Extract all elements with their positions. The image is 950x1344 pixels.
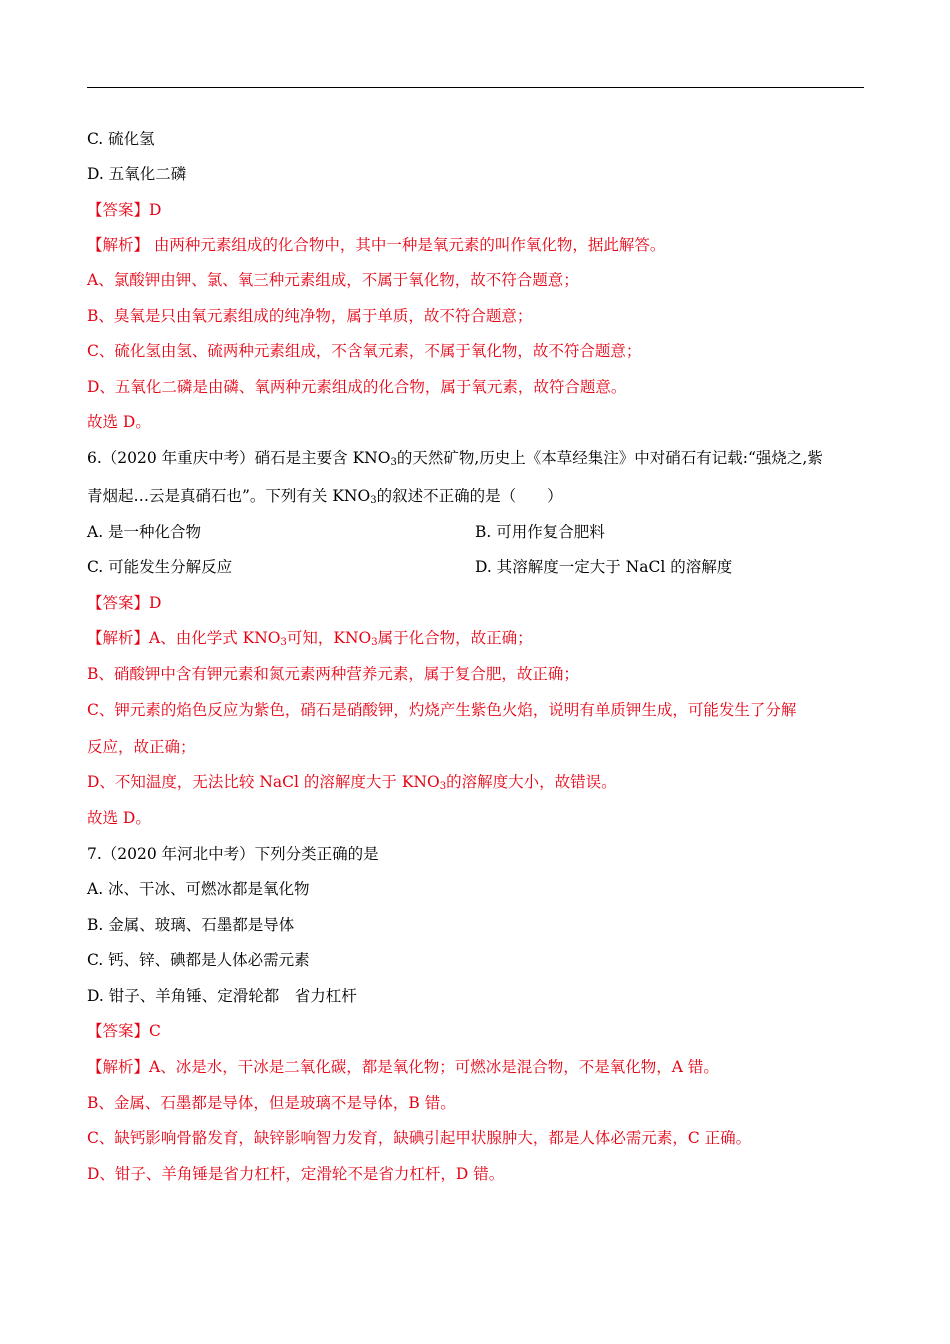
q6-analysis-a-prefix: 【解析】A、由化学式 KNO	[87, 629, 281, 647]
q7-analysis-d: D、钳子、羊角锤是省力杠杆，定滑轮不是省力杠杆，D 错。	[87, 1165, 505, 1183]
q7-analysis-b: B、金属、石墨都是导体，但是玻璃不是导体，B 错。	[87, 1094, 456, 1112]
q5-analysis-intro: 【解析】 由两种元素组成的化合物中，其中一种是氧元素的叫作氧化物，据此解答。	[87, 236, 666, 254]
header-rule	[87, 87, 864, 88]
q6-stem-prefix: 6.（2020 年重庆中考）硝石是主要含 KNO	[87, 449, 391, 467]
q7-stem: 7.（2020 年河北中考）下列分类正确的是	[87, 845, 379, 863]
q5-analysis-a: A、氯酸钾由钾、氯、氧三种元素组成，不属于氧化物，故不符合题意；	[87, 271, 579, 289]
q6-analysis-b: B、硝酸钾中含有钾元素和氮元素两种营养元素，属于复合肥，故正确；	[87, 665, 579, 683]
q6-analysis-d-sub: 3	[439, 781, 447, 792]
q6-analysis-d-prefix: D、不知温度，无法比较 NaCl 的溶解度大于 KNO	[87, 773, 440, 791]
q6-analysis-d	[87, 772, 617, 792]
q6-stem-line1	[87, 448, 823, 468]
q6-option-d: D. 其溶解度一定大于 NaCl 的溶解度	[475, 558, 733, 576]
q7-answer: 【答案】C	[87, 1022, 161, 1040]
q6-stem-line2-suffix: 的叙述不正确的是（ ）	[376, 487, 563, 505]
q6-analysis-d-suffix: 的溶解度大小，故错误。	[446, 773, 617, 791]
q7-option-a: A. 冰、干冰、可燃冰都是氧化物	[87, 880, 310, 898]
q6-analysis-a-mid: 可知，KNO	[286, 629, 372, 647]
q5-option-c: C. 硫化氢	[87, 130, 155, 148]
q6-stem-mid: 的天然矿物,历史上《本草经集注》中对硝石有记载:“强烧之,紫	[396, 449, 823, 467]
q6-analysis-a	[87, 628, 533, 648]
q6-stem-line2-prefix: 青烟起…云是真硝石也”。下列有关 KNO	[87, 487, 371, 505]
q6-stem-line2-sub: 3	[370, 495, 377, 506]
q6-stem-line2	[87, 486, 563, 506]
q6-option-a: A. 是一种化合物	[87, 523, 202, 541]
q5-option-d: D. 五氧化二磷	[87, 165, 187, 183]
q6-analysis-a-sub2: 3	[371, 637, 378, 648]
q7-option-b: B. 金属、玻璃、石墨都是导体	[87, 916, 295, 934]
q6-answer: 【答案】D	[87, 594, 162, 612]
q7-option-c: C. 钙、锌、碘都是人体必需元素	[87, 951, 310, 969]
q5-answer: 【答案】D	[87, 201, 162, 219]
q6-option-c: C. 可能发生分解反应	[87, 558, 233, 576]
q6-option-b: B. 可用作复合肥料	[475, 523, 605, 541]
q5-analysis-d: D、五氧化二磷是由磷、氧两种元素组成的化合物，属于氧元素，故符合题意。	[87, 378, 627, 396]
q6-analysis-c1: C、钾元素的焰色反应为紫色，硝石是硝酸钾，灼烧产生紫色火焰，说明有单质钾生成，可能发生了分解	[87, 701, 797, 719]
q7-analysis-a: 【解析】A、冰是水，干冰是二氧化碳，都是氧化物；可燃冰是混合物，不是氧化物，A 错。	[87, 1058, 719, 1076]
q7-option-d: D. 钳子、羊角锤、定滑轮都 省力杠杆	[87, 987, 357, 1005]
q6-stem-sub: 3	[390, 457, 397, 468]
q6-analysis-a-suffix: 属于化合物，故正确；	[377, 629, 533, 647]
q5-analysis-c: C、硫化氢由氢、硫两种元素组成，不含氧元素，不属于氧化物，故不符合题意；	[87, 342, 642, 360]
q5-analysis-b: B、臭氧是只由氧元素组成的纯净物，属于单质，故不符合题意；	[87, 307, 533, 325]
q6-analysis-c2: 反应，故正确；	[87, 738, 196, 756]
q6-choose: 故选 D。	[87, 809, 151, 827]
q5-choose: 故选 D。	[87, 413, 151, 431]
q7-analysis-c: C、缺钙影响骨骼发育，缺锌影响智力发育，缺碘引起甲状腺肿大，都是人体必需元素，C 正确。	[87, 1129, 752, 1147]
q6-analysis-a-sub1: 3	[280, 637, 287, 648]
